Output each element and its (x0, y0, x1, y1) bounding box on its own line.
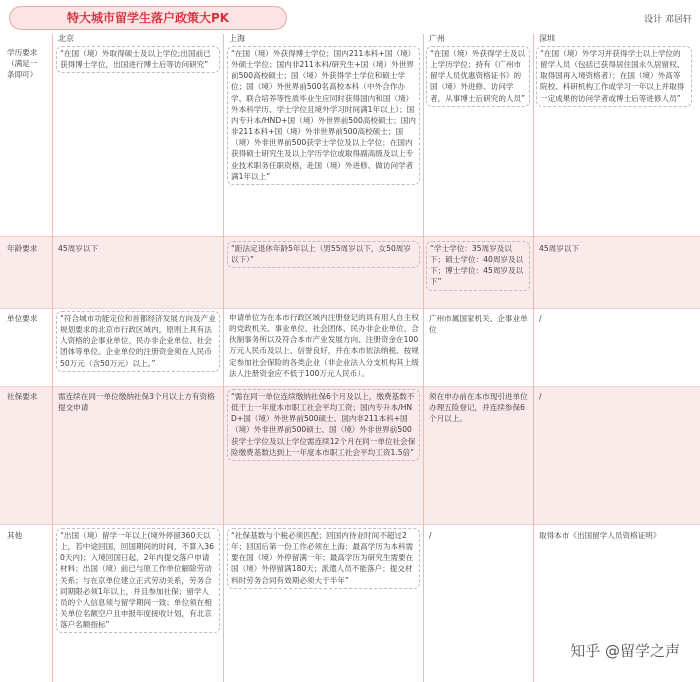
cell-education-guangzhou: “在国（境）外获得学士及以上学历学位；持有《广州市留学人员优惠资格证书》的国（境）外进修、访问学者，从事博士后研究的人员” (426, 46, 530, 107)
cell-education-shenzhen: “在国（境）外学习并获得学士以上学位的留学人员（包括已获得居住国永久居留权、取得国再入境资格者）；在国（境）外高等院校、科研机构工作或学习一年以上并取得一定成果的访问学者或博士后等进修人员” (536, 46, 692, 107)
designer-credit: 设计 邓居轩 (644, 15, 692, 25)
cell-other-beijing: “出国（境）留学一年以上(境外停留360天以上，若中途回国，回国期间的时间，不算入360天内)；入境回国日起，2年内提交落户申请材料；出国（境）前已与原工作单位解除劳动关系；与在京单位建立正式劳动关系，劳务合同期限必须1年以上，并且参加社保；留学人员的个人信息须与留学期间一致；单位须在相关单位名额空户且申报年度接收计划，有北京落户名额指标” (56, 528, 220, 633)
cell-education-beijing: “在国（境）外取得硕士及以上学位;出国前已获得博士学位，出国进行博士后等访问研究” (56, 46, 220, 73)
column-divider (223, 34, 224, 682)
column-header-shanghai: 上海 (229, 34, 245, 43)
cell-other-guangzhou: / (429, 531, 432, 540)
cell-employer-shanghai: 申请单位为在本市行政区域内注册登记的具有用人自主权的党政机关、事业单位、社会团体、民办非企业单位、合伙制事务所以及符合本市产业发展方向、注册资金在100万元人民币及以上、信誉良好，并在本市依法纳税、按规定参加社会保险的各类企业（非企业法人分支机构其上级法人注册资金应不低于100万元人民币）。 (229, 313, 419, 378)
column-divider (52, 34, 53, 682)
column-header-beijing: 北京 (58, 34, 74, 43)
row-divider (0, 236, 700, 237)
cell-age-beijing: 45周岁以下 (58, 244, 99, 253)
watermark-platform: 知乎 (570, 642, 601, 660)
watermark (570, 640, 680, 661)
cell-social-beijing: 需连续在同一单位缴纳社保3个月以上方有资格提交申请 (58, 392, 215, 413)
cell-social-shenzhen: / (539, 392, 542, 401)
row-label-employer: 单位要求 (7, 314, 38, 323)
row-label-education: 学历要求 （满足一 条即可） (7, 48, 38, 80)
cell-employer-beijing: “符合城市功能定位和首都经济发展方向及产业规划要求的北京市行政区域内，原则上具有法人资格的企事业单位、民办非企业单位、社会团体等单位。企业单位的注册资金须在人民币50万元（含50万元）以上。” (56, 311, 220, 372)
row-label-age: 年龄要求 (7, 244, 38, 253)
cell-age-shanghai: “距法定退休年龄5年以上（男55周岁以下，女50周岁以下）” (227, 241, 420, 268)
cell-social-shanghai: “需在同一单位连续缴纳社保6个月及以上，缴费基数不低于上一年度本市职工社会平均工资；国内专升本/HND+国（境）外世界前500硕士、国内非211本科+国（境）外非世界前500硕士、国（境）外非世界前500获学士学位及以上学位需连续12个月在同一单位社会保险缴费基数达到上一年度本市职工社会平均工资1.5倍” (227, 389, 420, 461)
row-label-social-insurance: 社保要求 (7, 392, 38, 401)
cell-social-guangzhou: 须在申办前在本市现引进单位办理五险登记，并连续参保6个月以上。 (429, 392, 528, 424)
cell-employer-shenzhen: / (539, 314, 542, 323)
cell-age-guangzhou: “学士学位：35周岁及以下；硕士学位：40周岁及以下；博士学位：45周岁及以下” (426, 241, 530, 291)
column-header-guangzhou: 广州 (429, 34, 445, 43)
row-label-other: 其他 (7, 531, 23, 540)
column-divider (533, 34, 534, 682)
row-divider (0, 524, 700, 525)
cell-other-shenzhen: 取得本市《出国留学人员资格证明》 (539, 531, 661, 540)
row-divider (0, 386, 700, 387)
cell-other-shanghai: “社保基数与个税必须匹配；回国内待业时间不超过2年；回国后第一份工作必须在上海；最高学历为本科需要在国（境）外停留满一年；最高学历为研究生需要在国（境）外停留满180天；派遣人员不能落户；提交材料时劳务合同有效期必须大于半年” (227, 528, 420, 589)
watermark-author: @留学之声 (604, 642, 680, 660)
page-title: 特大城市留学生落户政策大PK (9, 6, 287, 30)
cell-education-shanghai: “在国（境）外获得博士学位；国内211本科+国（境）外硕士学位；国内非211本科/研究生+国（境）外世界前500高校硕士；国（境）外获得学士学位和硕士学位；国（境）外世界前500名高校本科（中外合作办学、联合培养等性质毕业生应同时获得国内和国（境）外本科学历、学士学位且境外学习时间满1年以上）；国内专升本/HND+国（境）外世界前500高校硕士；国内非211本科+国（境）外非世界前500高校硕士；国（境）外非世界前500获学士学位及以上学位；在国内获得硕士研究生及以上学历学位或取得副高级及以上专业技术职务任职资格，赴国（境）外进修、做访问学者满1年以上” (227, 46, 420, 185)
column-divider (423, 34, 424, 682)
cell-employer-guangzhou: 广州市属国家机关、企事业单位 (429, 314, 528, 335)
column-header-shenzhen: 深圳 (539, 34, 555, 43)
cell-age-shenzhen: 45周岁以下 (539, 244, 580, 253)
row-divider (0, 308, 700, 309)
